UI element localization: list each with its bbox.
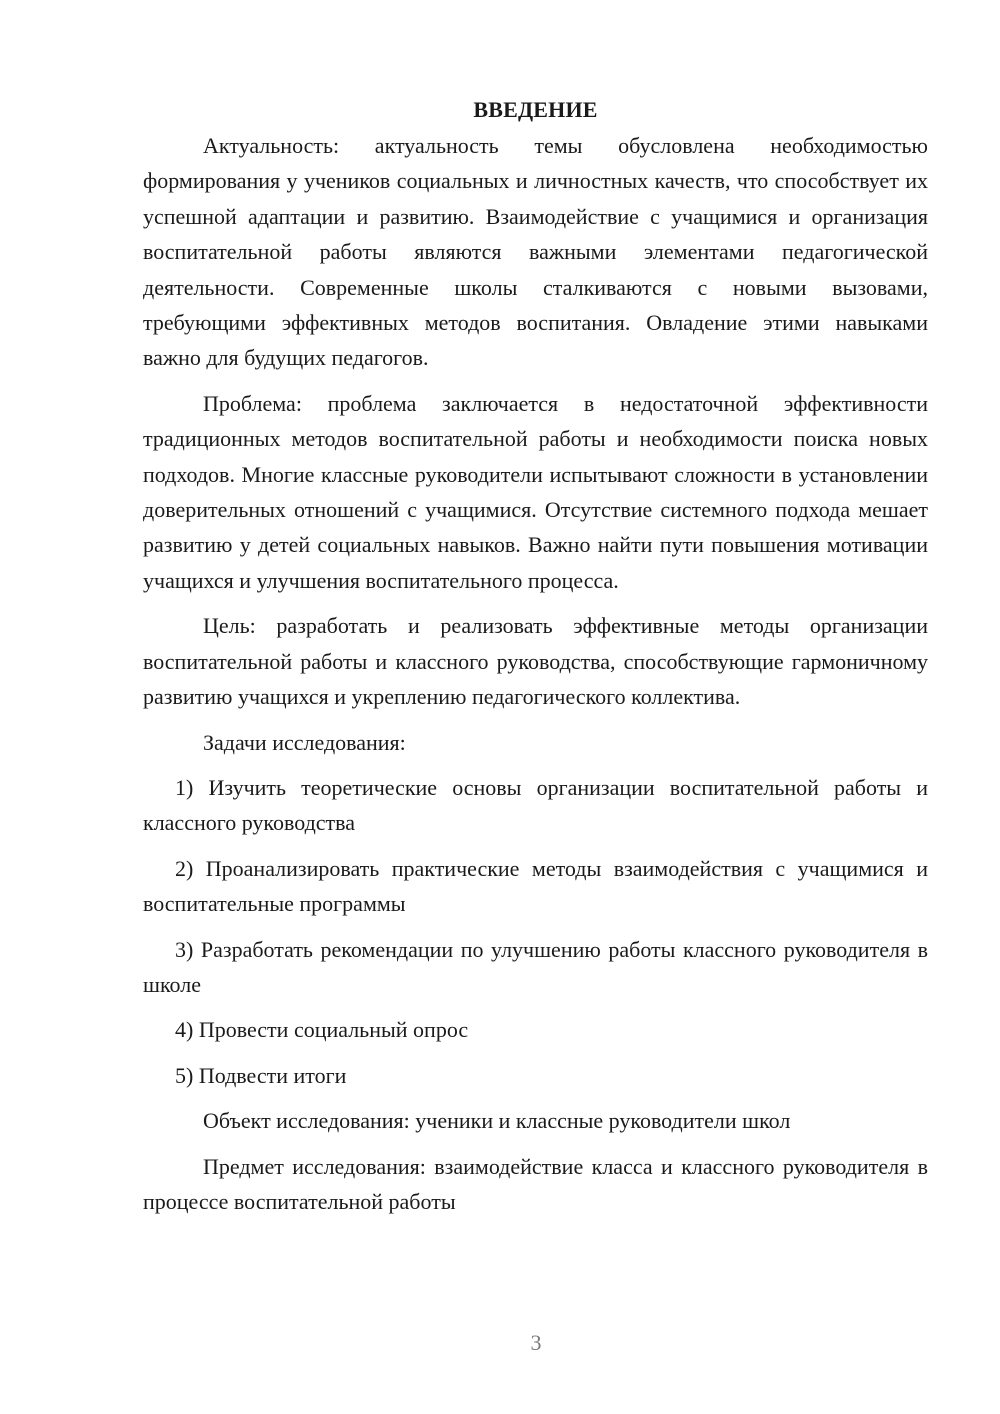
relevance-paragraph: Актуальность: актуальность темы обусловлена необходимостью формирования у учеников социальных и личностных качеств, что способствует их успешной адаптации и развитию. Взаимодействие с учащимися и организация воспитательной работы являются важными элементами педагогической деятельности. Современные школы сталкиваются с новыми вызовами, требующими эффективных методов воспитания. Овладение этими навыками важно для будущих педагогов. <box>143 133 928 371</box>
section-title: ВВЕДЕНИЕ <box>473 97 598 122</box>
tasks-heading: Задачи исследования: <box>203 729 406 755</box>
goal-paragraph: Цель: разработать и реализовать эффективные методы организации воспитательной работы и классного руководства, способствующие гармоничному развитию учащихся и укреплению педагогического коллектива. <box>143 613 928 710</box>
task-item-5: 5) Подвести итоги <box>175 1062 347 1088</box>
task-item-1: 1) Изучить теоретические основы организации воспитательной работы и классного руководства <box>143 774 928 836</box>
task-item-2: 2) Проанализировать практические методы взаимодействия с учащимися и воспитательные программы <box>143 855 928 917</box>
document-page <box>143 93 928 1229</box>
problem-paragraph: Проблема: проблема заключается в недостаточной эффективности традиционных методов воспитательной работы и необходимости поиска новых подходов. Многие классные руководители испытывают сложности в установлении доверительных отношений с учащимися. Отсутствие системного подхода мешает развитию у детей социальных навыков. Важно найти пути повышения мотивации учащихся и улучшения воспитательного процесса. <box>143 390 928 593</box>
page-number: 3 <box>530 1330 542 1355</box>
task-item-3: 3) Разработать рекомендации по улучшению работы классного руководителя в школе <box>143 936 928 997</box>
subject-paragraph: Предмет исследования: взаимодействие класса и классного руководителя в процессе воспитательной работы <box>143 1153 928 1214</box>
task-item-4: 4) Провести социальный опрос <box>175 1017 469 1043</box>
object-paragraph: Объект исследования: ученики и классные руководители школ <box>203 1108 791 1134</box>
